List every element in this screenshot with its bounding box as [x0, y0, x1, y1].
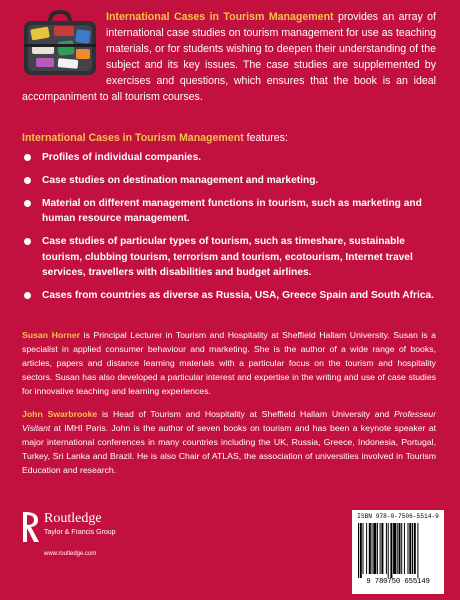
author-bio-swarbrooke: [22, 407, 436, 477]
isbn-barcode: [352, 510, 444, 594]
publisher-logo: [22, 508, 162, 578]
isbn-label: ISBN 978-0-7506-5514-9: [357, 513, 439, 520]
intro-text: provides an array of international case studies on tourism management for use as teaching materials, or for students wishing to deepen their understanding of the subject and its key issues. The case studies are supplemented by exercises and questions, which ensures that the book is an ideal accompaniment to all tourism courses.: [22, 11, 436, 103]
feature-text: Material on different management functions in tourism, such as marketing and human resource management.: [42, 197, 422, 225]
bullet-icon: [24, 200, 31, 207]
routledge-logo-icon: [22, 510, 42, 544]
features-list: [22, 150, 436, 311]
author-name: Susan Horner: [22, 330, 81, 340]
isbn-digits: 9 780750 655149: [366, 578, 430, 586]
barcode-bar: [401, 523, 402, 574]
feature-item: [22, 150, 436, 166]
features-heading-title: International Cases in Tourism Management: [22, 132, 244, 144]
barcode-bar: [386, 523, 387, 574]
features-heading: [22, 131, 436, 146]
author-bio-text: is Head of Tourism and Hospitality at Sheffield Hallam University and: [97, 409, 394, 419]
publisher-url: www.routledge.com: [44, 551, 97, 557]
bullet-icon: [24, 292, 31, 299]
author-title-italic: Professeur Visitant: [22, 409, 436, 433]
publisher-subtitle: Taylor & Francis Group: [44, 529, 116, 536]
feature-text: Case studies on destination management and marketing.: [42, 174, 319, 186]
author-bio-text: is Principal Lecturer in Tourism and Hospitality at Sheffield Hallam University. Susan is a specialist in applied consumer behaviour and marketing. She is the author of a wide range of books, articles, papers and distance learning materials with a particular focus on the tourism and hospitality sectors. Susan has also developed a particular interest and expertise in the writing and use of case studies for innovative teaching and learning experiences.: [22, 330, 436, 396]
barcode-bar: [414, 523, 416, 574]
barcode-bar: [417, 523, 418, 578]
barcode-bar: [363, 523, 364, 574]
book-title: International Cases in Tourism Management: [106, 11, 334, 23]
feature-item: [22, 196, 436, 227]
features-heading-suffix: features:: [243, 132, 288, 144]
barcode-bar: [366, 523, 367, 574]
barcode-bar: [380, 523, 381, 574]
barcode-bar: [399, 523, 401, 574]
feature-item: [22, 173, 436, 189]
feature-item: [22, 234, 436, 281]
barcode-bars: [358, 523, 438, 578]
barcode-bar: [388, 523, 389, 578]
barcode-bar: [372, 523, 373, 574]
feature-text: Cases from countries as diverse as Russia, USA, Greece Spain and South Africa.: [42, 290, 434, 302]
barcode-bar: [408, 523, 409, 574]
barcode-bar: [404, 523, 405, 574]
author-name: John Swarbrooke: [22, 409, 98, 419]
barcode-bar: [369, 523, 371, 574]
barcode-bar: [412, 523, 413, 574]
barcode-bar: [381, 523, 383, 574]
feature-text: Profiles of individual companies.: [42, 152, 202, 163]
bullet-icon: [24, 177, 31, 184]
barcode-bar: [409, 523, 411, 574]
author-bio-horner: [22, 328, 436, 398]
barcode-bar: [393, 523, 396, 574]
barcode-bar: [390, 523, 392, 578]
barcode-bar: [373, 523, 376, 574]
feature-text: Case studies of particular types of tourism, such as timeshare, sustainable tourism, clubbing tourism, terrorism and tourism, ecotourism, Internet travel services, travellers with disabilities and budget airlines.: [42, 236, 413, 279]
barcode-bar: [360, 523, 362, 578]
author-bio-text: at IMHI Paris. John is the author of seven books on tourism and has been a keynote speaker at major international conferences in many countries including the UK, Russia, Greece, Indonesia, Portugal, Turkey, Sri Lanka and Brazil. He is also Chair of ATLAS, the association of universities involved in Tourism Education and research.: [22, 423, 436, 475]
bullet-icon: [24, 238, 31, 245]
barcode-bar: [397, 523, 398, 574]
publisher-name: Routledge: [44, 511, 102, 526]
barcode-bar: [377, 523, 378, 574]
bullet-icon: [24, 154, 31, 161]
feature-item: [22, 288, 436, 304]
barcode-bar: [358, 523, 359, 578]
intro-paragraph: [22, 10, 436, 105]
